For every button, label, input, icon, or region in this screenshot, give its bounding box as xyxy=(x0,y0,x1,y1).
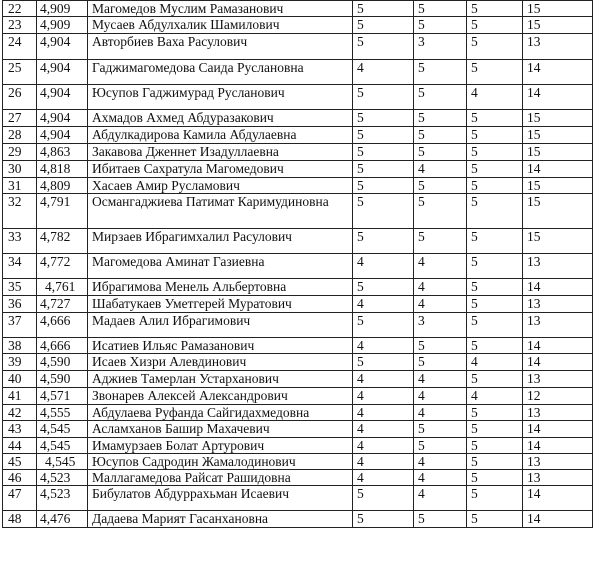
row-rating: 4,904 xyxy=(37,127,88,144)
row-number: 36 xyxy=(3,296,37,313)
row-number: 35 xyxy=(3,279,37,296)
student-name: Исатиев Ильяс Рамазанович xyxy=(88,338,353,354)
student-name: Юсупов Садродин Жамалодинович xyxy=(88,454,353,470)
table-row xyxy=(3,511,593,528)
row-number: 22 xyxy=(3,1,37,17)
grade-1: 5 xyxy=(353,144,414,161)
grade-total: 14 xyxy=(523,60,593,85)
grade-2: 5 xyxy=(414,17,467,34)
row-number: 30 xyxy=(3,161,37,178)
row-rating: 4,545 xyxy=(37,438,88,454)
grade-1: 4 xyxy=(353,470,414,486)
student-name: Османгаджиева Патимат Каримудиновна xyxy=(88,194,353,229)
table-row xyxy=(3,85,593,110)
grade-total: 15 xyxy=(523,194,593,229)
grade-1: 4 xyxy=(353,296,414,313)
grade-total: 15 xyxy=(523,17,593,34)
table-row xyxy=(3,388,593,405)
grade-3: 4 xyxy=(467,388,523,405)
grade-3: 5 xyxy=(467,486,523,511)
grade-3: 5 xyxy=(467,454,523,470)
row-rating: 4,863 xyxy=(37,144,88,161)
row-number: 47 xyxy=(3,486,37,511)
row-rating: 4,909 xyxy=(37,1,88,17)
grade-3: 5 xyxy=(467,313,523,338)
row-number: 48 xyxy=(3,511,37,528)
student-name: Мирзаев Ибрагимхалил Расулович xyxy=(88,229,353,254)
grade-2: 4 xyxy=(414,371,467,388)
grade-1: 5 xyxy=(353,178,414,194)
student-name: Исаев Хизри Алевдинович xyxy=(88,354,353,371)
table-row xyxy=(3,438,593,454)
table-row xyxy=(3,354,593,371)
grade-2: 5 xyxy=(414,194,467,229)
grade-1: 4 xyxy=(353,254,414,279)
row-number: 26 xyxy=(3,85,37,110)
table-row xyxy=(3,279,593,296)
grade-3: 5 xyxy=(467,371,523,388)
student-name: Звонарев Алексей Александрович xyxy=(88,388,353,405)
row-rating: 4,761 xyxy=(37,279,88,296)
student-name: Хасаев Амир Русламович xyxy=(88,178,353,194)
grade-1: 5 xyxy=(353,511,414,528)
grade-1: 5 xyxy=(353,194,414,229)
table-row xyxy=(3,144,593,161)
grade-total: 13 xyxy=(523,313,593,338)
grade-3: 4 xyxy=(467,85,523,110)
table-row xyxy=(3,60,593,85)
student-name: Ибрагимова Менель Альбертовна xyxy=(88,279,353,296)
table-row xyxy=(3,338,593,354)
grade-2: 5 xyxy=(414,110,467,127)
grade-2: 5 xyxy=(414,354,467,371)
grade-1: 5 xyxy=(353,1,414,17)
grade-total: 13 xyxy=(523,296,593,313)
grade-1: 4 xyxy=(353,405,414,421)
grade-2: 5 xyxy=(414,178,467,194)
row-number: 44 xyxy=(3,438,37,454)
student-name: Ибитаев Сахратула Магомедович xyxy=(88,161,353,178)
grade-total: 14 xyxy=(523,438,593,454)
grade-2: 5 xyxy=(414,229,467,254)
row-number: 23 xyxy=(3,17,37,34)
table-row xyxy=(3,110,593,127)
grade-total: 13 xyxy=(523,405,593,421)
row-number: 34 xyxy=(3,254,37,279)
table-row xyxy=(3,470,593,486)
grade-2: 5 xyxy=(414,127,467,144)
row-rating: 4,545 xyxy=(37,421,88,438)
row-rating: 4,590 xyxy=(37,371,88,388)
grade-3: 5 xyxy=(467,127,523,144)
student-name: Мадаев Алил Ибрагимович xyxy=(88,313,353,338)
student-name: Магомедова Аминат Газиевна xyxy=(88,254,353,279)
grade-2: 4 xyxy=(414,296,467,313)
grade-1: 5 xyxy=(353,85,414,110)
grade-3: 5 xyxy=(467,161,523,178)
student-name: Аджиев Тамерлан Устарханович xyxy=(88,371,353,388)
grade-2: 4 xyxy=(414,486,467,511)
row-rating: 4,782 xyxy=(37,229,88,254)
row-number: 29 xyxy=(3,144,37,161)
row-rating: 4,727 xyxy=(37,296,88,313)
grade-1: 5 xyxy=(353,161,414,178)
table-row xyxy=(3,1,593,17)
student-name: Дадаева Марият Гасанхановна xyxy=(88,511,353,528)
grade-total: 13 xyxy=(523,34,593,60)
grade-3: 5 xyxy=(467,144,523,161)
row-number: 37 xyxy=(3,313,37,338)
row-rating: 4,476 xyxy=(37,511,88,528)
grade-total: 13 xyxy=(523,470,593,486)
table-row xyxy=(3,454,593,470)
row-rating: 4,666 xyxy=(37,338,88,354)
table-row xyxy=(3,17,593,34)
row-number: 25 xyxy=(3,60,37,85)
grade-2: 4 xyxy=(414,279,467,296)
grade-total: 15 xyxy=(523,144,593,161)
grade-3: 5 xyxy=(467,405,523,421)
student-name: Абдулкадирова Камила Абдулаевна xyxy=(88,127,353,144)
grade-1: 5 xyxy=(353,229,414,254)
row-number: 45 xyxy=(3,454,37,470)
row-number: 27 xyxy=(3,110,37,127)
grade-2: 4 xyxy=(414,388,467,405)
student-name: Бибулатов Абдуррахьман Исаевич xyxy=(88,486,353,511)
grade-2: 4 xyxy=(414,454,467,470)
grade-3: 5 xyxy=(467,178,523,194)
grade-2: 5 xyxy=(414,421,467,438)
grade-1: 5 xyxy=(353,354,414,371)
table-row xyxy=(3,161,593,178)
grade-1: 4 xyxy=(353,371,414,388)
grade-3: 5 xyxy=(467,438,523,454)
table-row xyxy=(3,254,593,279)
grade-2: 3 xyxy=(414,34,467,60)
grade-2: 5 xyxy=(414,1,467,17)
row-rating: 4,590 xyxy=(37,354,88,371)
grade-3: 5 xyxy=(467,470,523,486)
table-row xyxy=(3,405,593,421)
student-name: Гаджимагомедова Саида Руслановна xyxy=(88,60,353,85)
grade-2: 5 xyxy=(414,60,467,85)
row-rating: 4,818 xyxy=(37,161,88,178)
grade-3: 5 xyxy=(467,34,523,60)
grade-total: 14 xyxy=(523,354,593,371)
row-rating: 4,904 xyxy=(37,34,88,60)
grade-total: 14 xyxy=(523,161,593,178)
row-number: 42 xyxy=(3,405,37,421)
grade-2: 5 xyxy=(414,338,467,354)
grade-total: 14 xyxy=(523,85,593,110)
grade-3: 5 xyxy=(467,194,523,229)
row-number: 33 xyxy=(3,229,37,254)
row-rating: 4,772 xyxy=(37,254,88,279)
grade-3: 5 xyxy=(467,1,523,17)
grade-1: 5 xyxy=(353,34,414,60)
row-rating: 4,545 xyxy=(37,454,88,470)
row-number: 43 xyxy=(3,421,37,438)
table-row xyxy=(3,194,593,229)
student-name: Асламханов Башир Махачевич xyxy=(88,421,353,438)
grade-3: 5 xyxy=(467,279,523,296)
row-number: 32 xyxy=(3,194,37,229)
row-number: 38 xyxy=(3,338,37,354)
grade-total: 15 xyxy=(523,229,593,254)
grade-3: 5 xyxy=(467,60,523,85)
grade-3: 5 xyxy=(467,421,523,438)
grade-1: 5 xyxy=(353,17,414,34)
grade-1: 5 xyxy=(353,313,414,338)
grade-3: 4 xyxy=(467,354,523,371)
row-rating: 4,666 xyxy=(37,313,88,338)
grade-1: 4 xyxy=(353,338,414,354)
table-row xyxy=(3,296,593,313)
grade-total: 15 xyxy=(523,178,593,194)
grade-total: 14 xyxy=(523,421,593,438)
row-number: 31 xyxy=(3,178,37,194)
student-name: Мусаев Абдулхалик Шамилович xyxy=(88,17,353,34)
grade-1: 4 xyxy=(353,60,414,85)
student-name: Шабатукаев Уметгерей Муратович xyxy=(88,296,353,313)
row-rating: 4,555 xyxy=(37,405,88,421)
table-row xyxy=(3,178,593,194)
table-row xyxy=(3,371,593,388)
row-number: 24 xyxy=(3,34,37,60)
grade-1: 4 xyxy=(353,454,414,470)
grade-total: 14 xyxy=(523,511,593,528)
grade-total: 14 xyxy=(523,486,593,511)
row-rating: 4,904 xyxy=(37,110,88,127)
grade-3: 5 xyxy=(467,338,523,354)
table-row xyxy=(3,34,593,60)
grade-2: 4 xyxy=(414,161,467,178)
grade-total: 14 xyxy=(523,279,593,296)
grade-3: 5 xyxy=(467,110,523,127)
grade-2: 5 xyxy=(414,144,467,161)
grade-2: 5 xyxy=(414,85,467,110)
row-rating: 4,791 xyxy=(37,194,88,229)
table-body xyxy=(3,1,593,528)
row-rating: 4,904 xyxy=(37,60,88,85)
grade-total: 13 xyxy=(523,454,593,470)
grade-1: 4 xyxy=(353,421,414,438)
row-rating: 4,523 xyxy=(37,486,88,511)
grade-total: 13 xyxy=(523,254,593,279)
table-row xyxy=(3,421,593,438)
results-table xyxy=(2,0,593,528)
row-rating: 4,904 xyxy=(37,85,88,110)
grade-1: 4 xyxy=(353,438,414,454)
row-number: 28 xyxy=(3,127,37,144)
row-number: 39 xyxy=(3,354,37,371)
grade-total: 15 xyxy=(523,110,593,127)
row-rating: 4,809 xyxy=(37,178,88,194)
table-row xyxy=(3,127,593,144)
row-rating: 4,909 xyxy=(37,17,88,34)
student-name: Юсупов Гаджимурад Русланович xyxy=(88,85,353,110)
grade-3: 5 xyxy=(467,254,523,279)
grade-3: 5 xyxy=(467,296,523,313)
grade-3: 5 xyxy=(467,511,523,528)
table-row xyxy=(3,229,593,254)
grade-2: 5 xyxy=(414,511,467,528)
student-name: Закавова Дженнет Изадуллаевна xyxy=(88,144,353,161)
grade-1: 5 xyxy=(353,279,414,296)
grade-3: 5 xyxy=(467,17,523,34)
grade-total: 14 xyxy=(523,338,593,354)
student-name: Авторбиев Ваха Расулович xyxy=(88,34,353,60)
table-row xyxy=(3,313,593,338)
grade-total: 15 xyxy=(523,1,593,17)
student-name: Имамурзаев Болат Артурович xyxy=(88,438,353,454)
grade-total: 15 xyxy=(523,127,593,144)
grade-total: 13 xyxy=(523,371,593,388)
student-name: Маллагамедова Райсат Рашидовна xyxy=(88,470,353,486)
grade-total: 12 xyxy=(523,388,593,405)
table-row xyxy=(3,486,593,511)
grade-2: 4 xyxy=(414,254,467,279)
student-name: Ахмадов Ахмед Абдуразакович xyxy=(88,110,353,127)
row-number: 41 xyxy=(3,388,37,405)
student-name: Абдулаева Руфанда Сайгидахмедовна xyxy=(88,405,353,421)
grade-2: 4 xyxy=(414,405,467,421)
grade-2: 5 xyxy=(414,438,467,454)
grade-1: 5 xyxy=(353,127,414,144)
student-name: Магомедов Муслим Рамазанович xyxy=(88,1,353,17)
grade-2: 3 xyxy=(414,313,467,338)
row-rating: 4,523 xyxy=(37,470,88,486)
row-number: 46 xyxy=(3,470,37,486)
row-number: 40 xyxy=(3,371,37,388)
grade-2: 4 xyxy=(414,470,467,486)
row-rating: 4,571 xyxy=(37,388,88,405)
grade-1: 5 xyxy=(353,486,414,511)
grade-1: 4 xyxy=(353,388,414,405)
grade-3: 5 xyxy=(467,229,523,254)
grade-1: 5 xyxy=(353,110,414,127)
